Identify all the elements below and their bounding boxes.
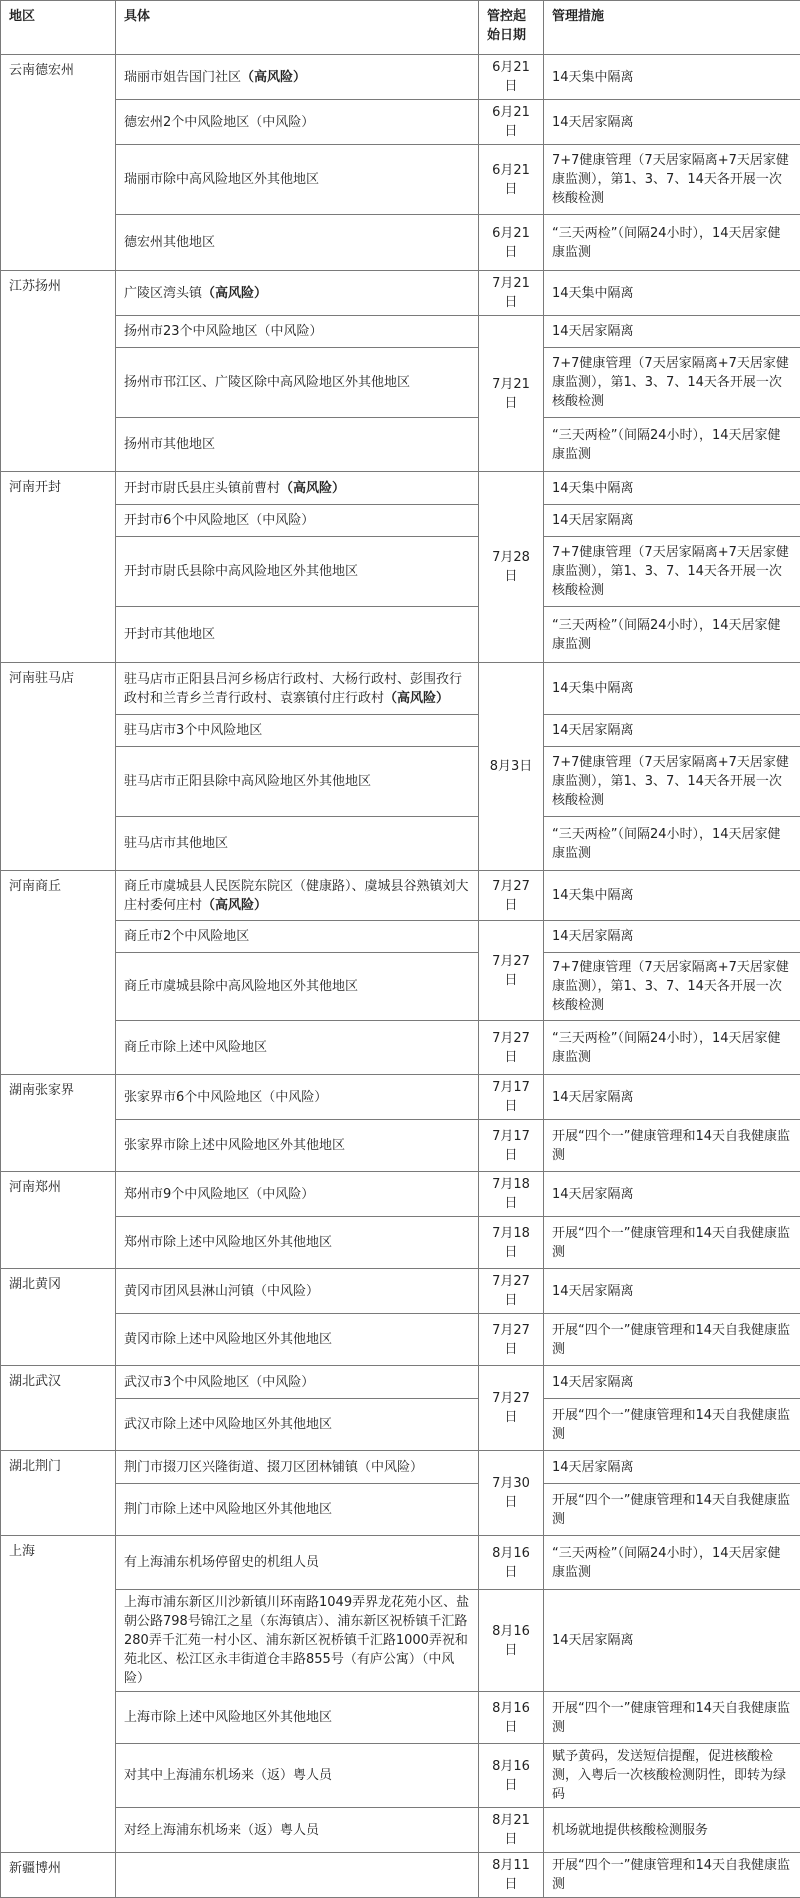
detail-cell: 黄冈市团风县淋山河镇（中风险）: [116, 1269, 479, 1314]
region-cell: 湖南张家界: [1, 1075, 116, 1172]
measure-cell: 14天居家隔离: [544, 1451, 800, 1484]
table-row: [1, 1692, 800, 1744]
measure-cell: 14天居家隔离: [544, 505, 800, 537]
detail-cell: 开封市尉氏县除中高风险地区外其他地区: [116, 537, 479, 607]
region-cell: 河南开封: [1, 472, 116, 663]
table-row: [1, 817, 800, 871]
measure-cell: 开展“四个一”健康管理和14天自我健康监测: [544, 1484, 800, 1536]
table-row: [1, 747, 800, 817]
table-row: [1, 316, 800, 348]
table-row: [1, 1744, 800, 1808]
table-row: [1, 1314, 800, 1366]
region-cell: 湖北黄冈: [1, 1269, 116, 1366]
table-row: [1, 1269, 800, 1314]
table-row: [1, 1366, 800, 1399]
table-row: [1, 348, 800, 418]
measure-cell: 7+7健康管理（7天居家隔离+7天居家健康监测），第1、3、7、14天各开展一次核酸检测: [544, 537, 800, 607]
table-row: [1, 55, 800, 100]
measure-cell: 14天居家隔离: [544, 1269, 800, 1314]
detail-cell: 扬州市邗江区、广陵区除中高风险地区外其他地区: [116, 348, 479, 418]
header-measure: 管理措施: [544, 1, 800, 55]
measure-cell: 14天集中隔离: [544, 472, 800, 505]
region-cell: 湖北荆门: [1, 1451, 116, 1536]
table-row: [1, 1217, 800, 1269]
measure-cell: 14天居家隔离: [544, 1366, 800, 1399]
table-row: [1, 1021, 800, 1075]
detail-cell: 驻马店市其他地区: [116, 817, 479, 871]
measure-cell: 开展“四个一”健康管理和14天自我健康监测: [544, 1217, 800, 1269]
risk-level: （高风险）: [202, 286, 267, 301]
detail-cell: 商丘市除上述中风险地区: [116, 1021, 479, 1075]
date-cell: 6月21日: [479, 215, 544, 271]
header-detail: 具体: [116, 1, 479, 55]
measure-cell: 14天居家隔离: [544, 1590, 800, 1692]
measure-cell: “三天两检”（间隔24小时），14天居家健康监测: [544, 817, 800, 871]
detail-cell: [116, 1853, 479, 1898]
region-cell: 江苏扬州: [1, 271, 116, 472]
table-row: [1, 215, 800, 271]
region-cell: 河南商丘: [1, 871, 116, 1075]
detail-cell: 开封市6个中风险地区（中风险）: [116, 505, 479, 537]
measure-cell: 7+7健康管理（7天居家隔离+7天居家健康监测），第1、3、7、14天各开展一次核酸检测: [544, 953, 800, 1021]
date-cell: 7月17日: [479, 1075, 544, 1120]
table-row: [1, 537, 800, 607]
date-cell: 7月27日: [479, 1269, 544, 1314]
measure-cell: “三天两检”（间隔24小时），14天居家健康监测: [544, 1536, 800, 1590]
region-cell: 河南郑州: [1, 1172, 116, 1269]
detail-cell: 有上海浦东机场停留史的机组人员: [116, 1536, 479, 1590]
header-region: 地区: [1, 1, 116, 55]
date-cell: 7月17日: [479, 1120, 544, 1172]
detail-cell: 商丘市虞城县除中高风险地区外其他地区: [116, 953, 479, 1021]
detail-cell: 郑州市除上述中风险地区外其他地区: [116, 1217, 479, 1269]
table-row: [1, 715, 800, 747]
detail-cell: 商丘市虞城县人民医院东院区（健康路）、虞城县谷熟镇刘大庄村委何庄村（高风险）: [116, 871, 479, 921]
table-row: [1, 418, 800, 472]
date-cell: 8月16日: [479, 1744, 544, 1808]
measure-cell: “三天两检”（间隔24小时），14天居家健康监测: [544, 418, 800, 472]
risk-level: （高风险）: [384, 691, 449, 706]
measure-cell: 14天居家隔离: [544, 715, 800, 747]
table-row: [1, 871, 800, 921]
region-cell: 河南驻马店: [1, 663, 116, 871]
date-cell: 8月21日: [479, 1808, 544, 1853]
detail-cell: 开封市其他地区: [116, 607, 479, 663]
table-row: [1, 145, 800, 215]
table-row: [1, 100, 800, 145]
table-row: [1, 607, 800, 663]
table-row: [1, 472, 800, 505]
measure-cell: “三天两检”（间隔24小时），14天居家健康监测: [544, 607, 800, 663]
detail-cell: 瑞丽市除中高风险地区外其他地区: [116, 145, 479, 215]
measure-cell: 14天集中隔离: [544, 55, 800, 100]
date-cell: 8月16日: [479, 1692, 544, 1744]
table-row: [1, 271, 800, 316]
measure-cell: 开展“四个一”健康管理和14天自我健康监测: [544, 1399, 800, 1451]
measure-cell: 14天集中隔离: [544, 663, 800, 715]
detail-cell: 瑞丽市姐告国门社区（高风险）: [116, 55, 479, 100]
date-cell: 8月11日: [479, 1853, 544, 1898]
table-row: [1, 953, 800, 1021]
detail-cell: 荆门市除上述中风险地区外其他地区: [116, 1484, 479, 1536]
detail-cell: 武汉市3个中风险地区（中风险）: [116, 1366, 479, 1399]
detail-cell: 驻马店市正阳县吕河乡杨店行政村、大杨行政村、彭围孜行政村和兰青乡兰青行政村、袁寨镇付庄行政村（高风险）: [116, 663, 479, 715]
measure-cell: 14天居家隔离: [544, 921, 800, 953]
detail-cell: 张家界市除上述中风险地区外其他地区: [116, 1120, 479, 1172]
detail-cell: 开封市尉氏县庄头镇前曹村（高风险）: [116, 472, 479, 505]
measure-cell: 7+7健康管理（7天居家隔离+7天居家健康监测），第1、3、7、14天各开展一次核酸检测: [544, 348, 800, 418]
table-row: [1, 1172, 800, 1217]
detail-cell: 驻马店市3个中风险地区: [116, 715, 479, 747]
detail-cell: 德宏州其他地区: [116, 215, 479, 271]
table-row: [1, 1075, 800, 1120]
table-row: [1, 1120, 800, 1172]
measure-cell: 开展“四个一”健康管理和14天自我健康监测: [544, 1692, 800, 1744]
detail-cell: 对经上海浦东机场来（返）粤人员: [116, 1808, 479, 1853]
table-row: [1, 1590, 800, 1692]
region-cell: 湖北武汉: [1, 1366, 116, 1451]
detail-cell: 荆门市掇刀区兴隆街道、掇刀区团林铺镇（中风险）: [116, 1451, 479, 1484]
date-cell: 7月28日: [479, 472, 544, 663]
table-row: [1, 1451, 800, 1484]
date-cell: 7月30日: [479, 1451, 544, 1536]
date-cell: 6月21日: [479, 145, 544, 215]
measure-cell: 开展“四个一”健康管理和14天自我健康监测: [544, 1314, 800, 1366]
date-cell: 7月27日: [479, 871, 544, 921]
date-cell: 7月27日: [479, 1314, 544, 1366]
date-cell: 8月16日: [479, 1536, 544, 1590]
measure-cell: 7+7健康管理（7天居家隔离+7天居家健康监测），第1、3、7、14天各开展一次核酸检测: [544, 145, 800, 215]
measure-cell: “三天两检”（间隔24小时），14天居家健康监测: [544, 215, 800, 271]
measure-cell: 赋予黄码，发送短信提醒，促进核酸检测，入粤后一次核酸检测阴性，即转为绿码: [544, 1744, 800, 1808]
table-row: [1, 921, 800, 953]
table-row: [1, 1536, 800, 1590]
region-cell: 云南德宏州: [1, 55, 116, 271]
detail-cell: 上海市浦东新区川沙新镇川环南路1049弄界龙花苑小区、盐朝公路798号锦江之星（东海镇店）、浦东新区祝桥镇千汇路280弄千汇苑一村小区、浦东新区祝桥镇千汇路1000弄祝和苑北区、松江区永丰街道仓丰路855号（有庐公寓）（中风险）: [116, 1590, 479, 1692]
detail-cell: 扬州市23个中风险地区（中风险）: [116, 316, 479, 348]
region-cell: 新疆博州: [1, 1853, 116, 1898]
measure-cell: 14天居家隔离: [544, 1172, 800, 1217]
measure-cell: 14天集中隔离: [544, 271, 800, 316]
date-cell: 7月18日: [479, 1217, 544, 1269]
risk-level: （高风险）: [241, 70, 306, 85]
detail-cell: 驻马店市正阳县除中高风险地区外其他地区: [116, 747, 479, 817]
detail-cell: 张家界市6个中风险地区（中风险）: [116, 1075, 479, 1120]
detail-cell: 上海市除上述中风险地区外其他地区: [116, 1692, 479, 1744]
measure-cell: 14天集中隔离: [544, 871, 800, 921]
region-cell: 上海: [1, 1536, 116, 1853]
table-row: [1, 1808, 800, 1853]
table-row: [1, 1399, 800, 1451]
date-cell: 7月21日: [479, 316, 544, 472]
detail-cell: 商丘市2个中风险地区: [116, 921, 479, 953]
risk-level: （高风险）: [280, 481, 345, 496]
date-cell: 7月21日: [479, 271, 544, 316]
measure-cell: 机场就地提供核酸检测服务: [544, 1808, 800, 1853]
measure-cell: 7+7健康管理（7天居家隔离+7天居家健康监测），第1、3、7、14天各开展一次核酸检测: [544, 747, 800, 817]
table-row: [1, 663, 800, 715]
measure-cell: “三天两检”（间隔24小时），14天居家健康监测: [544, 1021, 800, 1075]
measure-cell: 14天居家隔离: [544, 1075, 800, 1120]
date-cell: 7月18日: [479, 1172, 544, 1217]
measure-cell: 14天居家隔离: [544, 316, 800, 348]
table-row: [1, 505, 800, 537]
detail-cell: 郑州市9个中风险地区（中风险）: [116, 1172, 479, 1217]
measure-cell: 开展“四个一”健康管理和14天自我健康监测: [544, 1853, 800, 1898]
detail-cell: 武汉市除上述中风险地区外其他地区: [116, 1399, 479, 1451]
detail-cell: 黄冈市除上述中风险地区外其他地区: [116, 1314, 479, 1366]
date-cell: 7月27日: [479, 1021, 544, 1075]
detail-cell: 德宏州2个中风险地区（中风险）: [116, 100, 479, 145]
measure-cell: 开展“四个一”健康管理和14天自我健康监测: [544, 1120, 800, 1172]
table-header: [1, 1, 800, 55]
date-cell: 6月21日: [479, 55, 544, 100]
detail-cell: 广陵区湾头镇（高风险）: [116, 271, 479, 316]
date-cell: 8月3日: [479, 663, 544, 871]
date-cell: 7月27日: [479, 921, 544, 1021]
table-row: [1, 1484, 800, 1536]
header-date: 管控起始日期: [479, 1, 544, 55]
detail-cell: 对其中上海浦东机场来（返）粤人员: [116, 1744, 479, 1808]
risk-level: （高风险）: [202, 898, 267, 913]
date-cell: 8月16日: [479, 1590, 544, 1692]
date-cell: 6月21日: [479, 100, 544, 145]
measure-cell: 14天居家隔离: [544, 100, 800, 145]
table-row: [1, 1853, 800, 1898]
date-cell: 7月27日: [479, 1366, 544, 1451]
detail-cell: 扬州市其他地区: [116, 418, 479, 472]
